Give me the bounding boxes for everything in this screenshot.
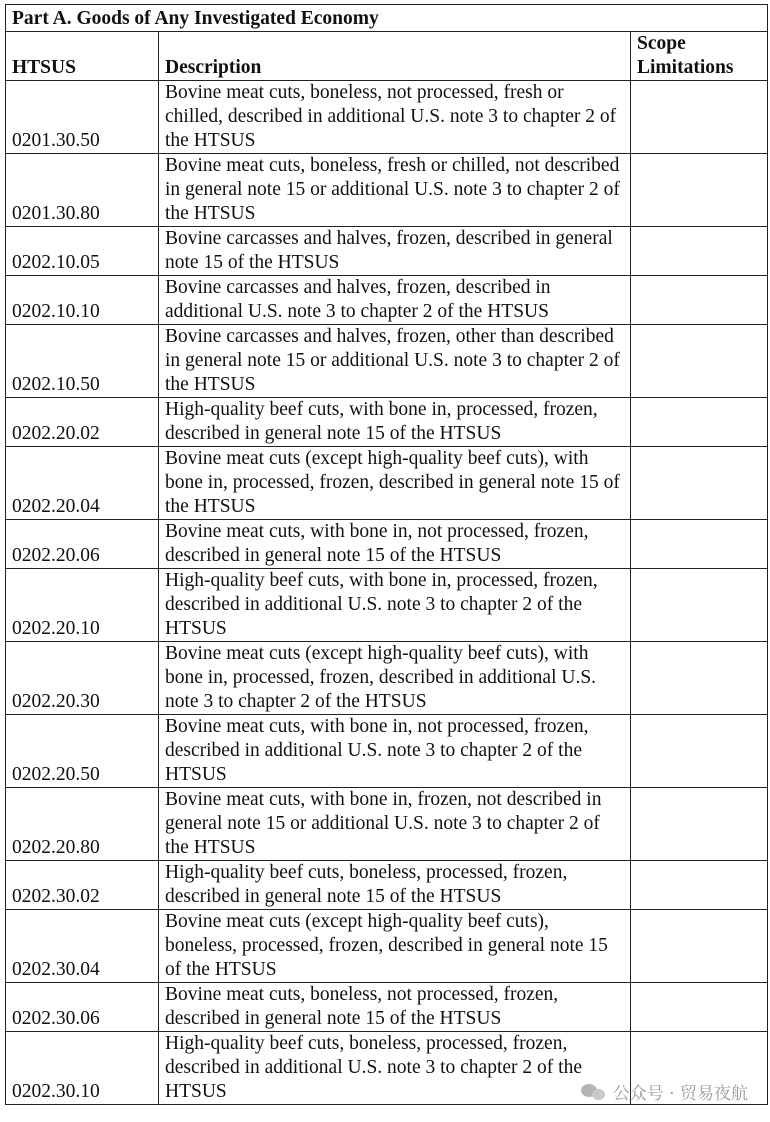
htsus-code-cell: 0202.30.06 xyxy=(6,983,159,1032)
htsus-code-cell: 0202.20.04 xyxy=(6,447,159,520)
description-cell: Bovine meat cuts (except high-quality beef cuts), with bone in, processed, frozen, described in additional U.S. note 3 to chapter 2 of the HTSUS xyxy=(159,642,631,715)
table-row xyxy=(6,569,768,642)
table-row xyxy=(6,276,768,325)
htsus-code-cell: 0202.20.06 xyxy=(6,520,159,569)
watermark xyxy=(581,1079,748,1104)
description-cell: Bovine meat cuts, with bone in, not processed, frozen, described in general note 15 of the HTSUS xyxy=(159,520,631,569)
description-cell: Bovine meat cuts, boneless, not processed, frozen, described in general note 15 of the HTSUS xyxy=(159,983,631,1032)
description-cell: Bovine carcasses and halves, frozen, described in general note 15 of the HTSUS xyxy=(159,227,631,276)
scope-cell xyxy=(631,569,768,642)
wechat-icon xyxy=(581,1082,607,1102)
htsus-code-cell: 0202.10.10 xyxy=(6,276,159,325)
table-row xyxy=(6,398,768,447)
htsus-table xyxy=(5,4,768,1105)
header-description: Description xyxy=(159,32,631,81)
description-cell: High-quality beef cuts, boneless, processed, frozen, described in general note 15 of the HTSUS xyxy=(159,861,631,910)
scope-cell xyxy=(631,227,768,276)
htsus-code-cell: 0202.10.05 xyxy=(6,227,159,276)
description-cell: Bovine meat cuts, boneless, not processed, fresh or chilled, described in additional U.S. note 3 to chapter 2 of the HTSUS xyxy=(159,81,631,154)
table-row xyxy=(6,715,768,788)
description-cell: Bovine meat cuts (except high-quality beef cuts), boneless, processed, frozen, described in general note 15 of the HTSUS xyxy=(159,910,631,983)
htsus-code-cell: 0202.20.30 xyxy=(6,642,159,715)
scope-cell xyxy=(631,983,768,1032)
table-row xyxy=(6,447,768,520)
htsus-code-cell: 0202.20.50 xyxy=(6,715,159,788)
htsus-code-cell: 0202.30.10 xyxy=(6,1032,159,1105)
description-cell: Bovine carcasses and halves, frozen, described in additional U.S. note 3 to chapter 2 of the HTSUS xyxy=(159,276,631,325)
table-row xyxy=(6,81,768,154)
table-row xyxy=(6,227,768,276)
table-body xyxy=(6,81,768,1105)
scope-cell xyxy=(631,642,768,715)
description-cell: High-quality beef cuts, with bone in, processed, frozen, described in additional U.S. note 3 to chapter 2 of the HTSUS xyxy=(159,569,631,642)
scope-cell xyxy=(631,447,768,520)
scope-cell xyxy=(631,715,768,788)
description-cell: Bovine meat cuts, with bone in, frozen, not described in general note 15 or additional U.S. note 3 to chapter 2 of the HTSUS xyxy=(159,788,631,861)
table-row xyxy=(6,520,768,569)
header-scope-limitations: Scope Limitations xyxy=(631,32,768,81)
table-row xyxy=(6,154,768,227)
scope-cell xyxy=(631,81,768,154)
scope-cell xyxy=(631,788,768,861)
table-row xyxy=(6,910,768,983)
header-htsus: HTSUS xyxy=(6,32,159,81)
scope-cell xyxy=(631,398,768,447)
htsus-code-cell: 0202.30.02 xyxy=(6,861,159,910)
description-cell: High-quality beef cuts, with bone in, processed, frozen, described in general note 15 of the HTSUS xyxy=(159,398,631,447)
table-title: Part A. Goods of Any Investigated Economy xyxy=(6,5,768,32)
table-row xyxy=(6,325,768,398)
htsus-code-cell: 0201.30.80 xyxy=(6,154,159,227)
table-row xyxy=(6,983,768,1032)
scope-cell xyxy=(631,861,768,910)
watermark-text: 公众号 · 贸易夜航 xyxy=(612,1084,748,1104)
htsus-code-cell: 0202.20.10 xyxy=(6,569,159,642)
table-row xyxy=(6,788,768,861)
description-cell: High-quality beef cuts, boneless, processed, frozen, described in additional U.S. note 3 to chapter 2 of the HTSUS xyxy=(159,1032,631,1105)
htsus-code-cell: 0202.20.02 xyxy=(6,398,159,447)
scope-cell xyxy=(631,154,768,227)
htsus-code-cell: 0201.30.50 xyxy=(6,81,159,154)
htsus-code-cell: 0202.20.80 xyxy=(6,788,159,861)
description-cell: Bovine meat cuts, with bone in, not processed, frozen, described in additional U.S. note 3 to chapter 2 of the HTSUS xyxy=(159,715,631,788)
htsus-code-cell: 0202.10.50 xyxy=(6,325,159,398)
table-row xyxy=(6,642,768,715)
table-row xyxy=(6,861,768,910)
scope-cell xyxy=(631,276,768,325)
htsus-code-cell: 0202.30.04 xyxy=(6,910,159,983)
scope-cell xyxy=(631,520,768,569)
description-cell: Bovine meat cuts, boneless, fresh or chilled, not described in general note 15 or additional U.S. note 3 to chapter 2 of the HTSUS xyxy=(159,154,631,227)
scope-cell xyxy=(631,325,768,398)
description-cell: Bovine carcasses and halves, frozen, other than described in general note 15 or additional U.S. note 3 to chapter 2 of the HTSUS xyxy=(159,325,631,398)
description-cell: Bovine meat cuts (except high-quality beef cuts), with bone in, processed, frozen, described in general note 15 of the HTSUS xyxy=(159,447,631,520)
scope-cell xyxy=(631,910,768,983)
